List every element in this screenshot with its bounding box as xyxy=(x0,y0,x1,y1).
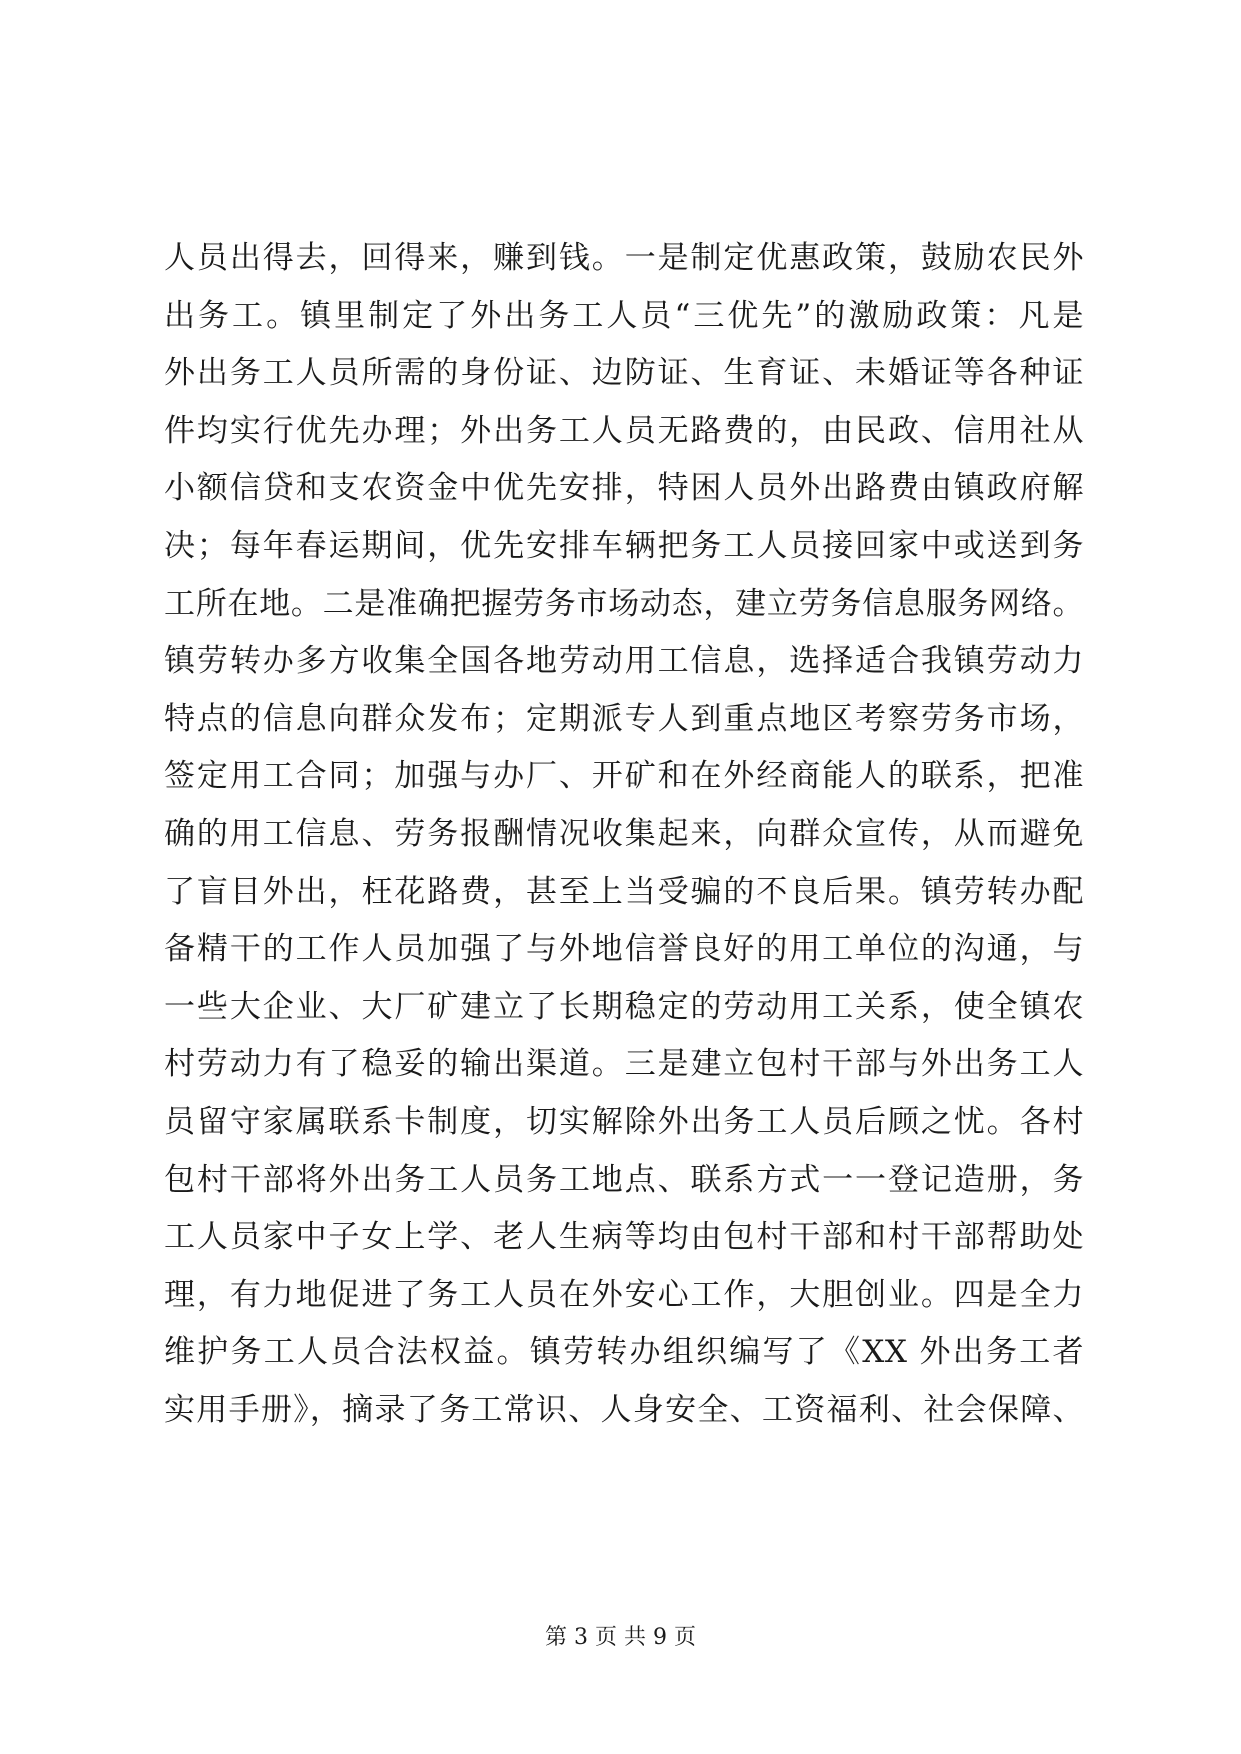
text-line: 工所在地。二是准确把握劳务市场动态，建立劳务信息服务网络。 xyxy=(164,585,1084,622)
text-line: 维护务工人员合法权益。镇劳转办组织编写了《XX 外出务工者 xyxy=(164,1334,1084,1371)
text-line: 了盲目外出，枉花路费，甚至上当受骗的不良后果。镇劳转办配 xyxy=(164,873,1084,910)
text-line: 备精干的工作人员加强了与外地信誉良好的用工单位的沟通，与 xyxy=(164,931,1084,968)
text-line: 包村干部将外出务工人员务工地点、联系方式一一登记造册，务 xyxy=(164,1161,1084,1198)
text-line: 小额信贷和支农资金中优先安排，特困人员外出路费由镇政府解 xyxy=(164,470,1084,507)
text-line: 员留守家属联系卡制度，切实解除外出务工人员后顾之忧。各村 xyxy=(164,1103,1084,1140)
text-line: 人员出得去，回得来，赚到钱。一是制定优惠政策，鼓励农民外 xyxy=(164,240,1084,276)
text-line: 理，有力地促进了务工人员在外安心工作，大胆创业。四是全力 xyxy=(164,1276,1084,1313)
text-line: 外出务工人员所需的身份证、边防证、生育证、未婚证等各种证 xyxy=(164,355,1084,392)
text-line: 村劳动力有了稳妥的输出渠道。三是建立包村干部与外出务工人 xyxy=(164,1046,1084,1083)
text-line: 一些大企业、大厂矿建立了长期稳定的劳动用工关系，使全镇农 xyxy=(164,988,1084,1025)
text-line: 签定用工合同；加强与办厂、开矿和在外经商能人的联系，把准 xyxy=(164,758,1084,795)
text-line: 实用手册》，摘录了务工常识、人身安全、工资福利、社会保障、 xyxy=(164,1391,1084,1428)
page-footer: 第 3 页 共 9 页 xyxy=(545,1625,696,1650)
text-line: 出务工。镇里制定了外出务工人员“三优先”的激励政策：凡是 xyxy=(164,297,1084,334)
text-line: 件均实行优先办理；外出务工人员无路费的，由民政、信用社从 xyxy=(164,412,1084,449)
text-line: 工人员家中子女上学、老人生病等均由包村干部和村干部帮助处 xyxy=(164,1219,1084,1256)
text-line: 决；每年春运期间，优先安排车辆把务工人员接回家中或送到务 xyxy=(164,527,1084,564)
text-line: 特点的信息向群众发布；定期派专人到重点地区考察劳务市场， xyxy=(164,700,1084,737)
text-line: 镇劳转办多方收集全国各地劳动用工信息，选择适合我镇劳动力 xyxy=(164,643,1084,680)
body-text xyxy=(164,230,1084,1439)
text-line: 确的用工信息、劳务报酬情况收集起来，向群众宣传，从而避免 xyxy=(164,815,1084,852)
